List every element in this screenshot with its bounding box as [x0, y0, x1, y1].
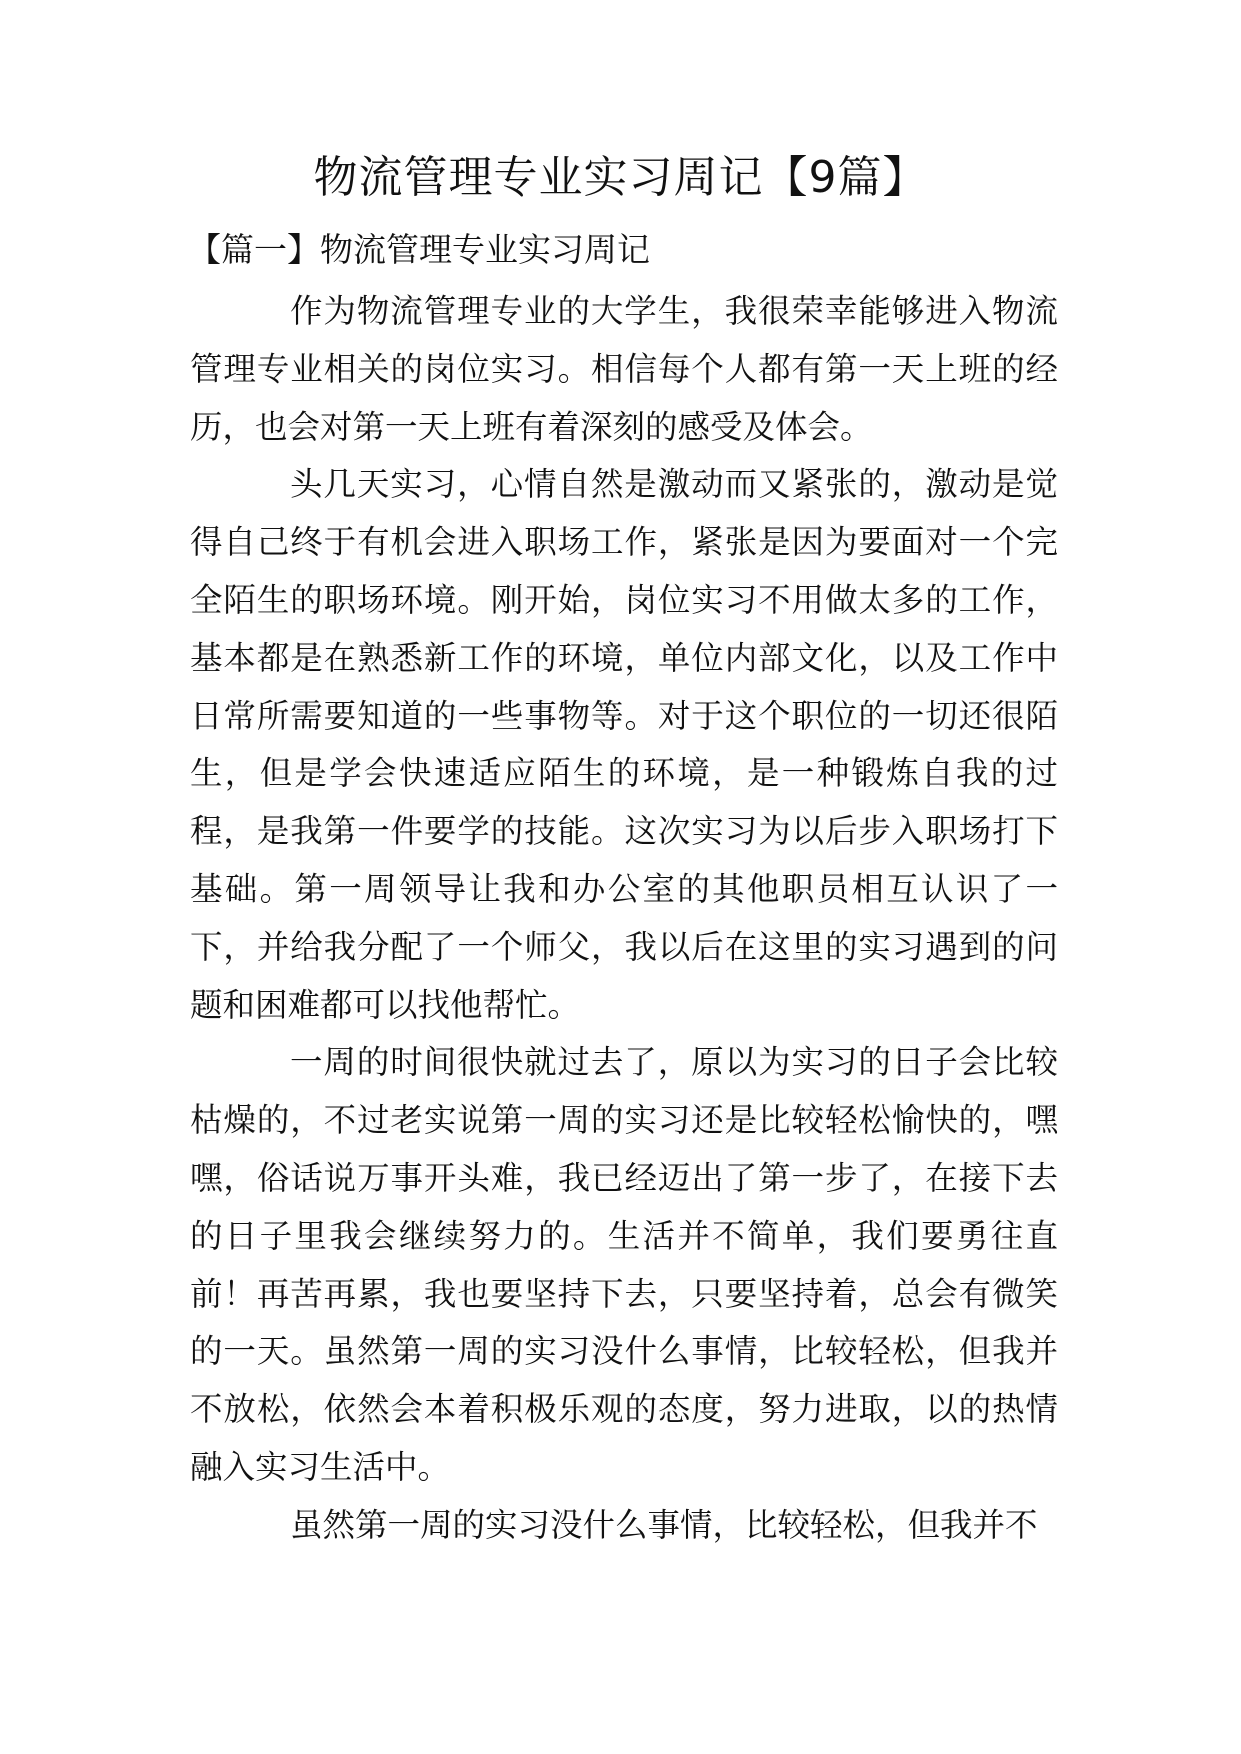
document-title: 物流管理专业实习周记【9篇】 [313, 152, 928, 203]
paragraph: 作为物流管理专业的大学生，我很荣幸能够进入物流管理专业相关的岗位实习。相信每个人都有第一天上班的经历，也会对第一天上班有着深刻的感受及体会。 [190, 292, 1058, 446]
section-heading: 【篇一】物流管理专业实习周记 [188, 230, 650, 269]
paragraph: 头几天实习，心情自然是激动而又紧张的，激动是觉得自己终于有机会进入职场工作，紧张是因为要面对一个完全陌生的职场环境。刚开始，岗位实习不用做太多的工作，基本都是在熟悉新工作的环境，单位内部文化，以及工作中日常所需要知道的一些事物等。对于这个职位的一切还很陌生，但是学会快速适应陌生的环境，是一种锻炼自我的过程，是我第一件要学的技能。这次实习为以后步入职场打下基础。第一周领导让我和办公室的其他职员相互认识了一下，并给我分配了一个师父，我以后在这里的实习遇到的问题和困难都可以找他帮忙。 [190, 465, 1058, 1024]
paragraph: 虽然第一周的实习没什么事情，比较轻松，但我并不 [290, 1505, 1038, 1544]
paragraph: 一周的时间很快就过去了，原以为实习的日子会比较枯燥的，不过老实说第一周的实习还是比较轻松愉快的，嘿嘿，俗话说万事开头难，我已经迈出了第一步了，在接下去的日子里我会继续努力的。生活并不简单，我们要勇往直前！再苦再累，我也要坚持下去，只要坚持着，总会有微笑的一天。虽然第一周的实习没什么事情，比较轻松，但我并不放松，依然会本着积极乐观的态度，努力进取，以的热情融入实习生活中。 [190, 1043, 1058, 1486]
document-body [190, 283, 1058, 1555]
